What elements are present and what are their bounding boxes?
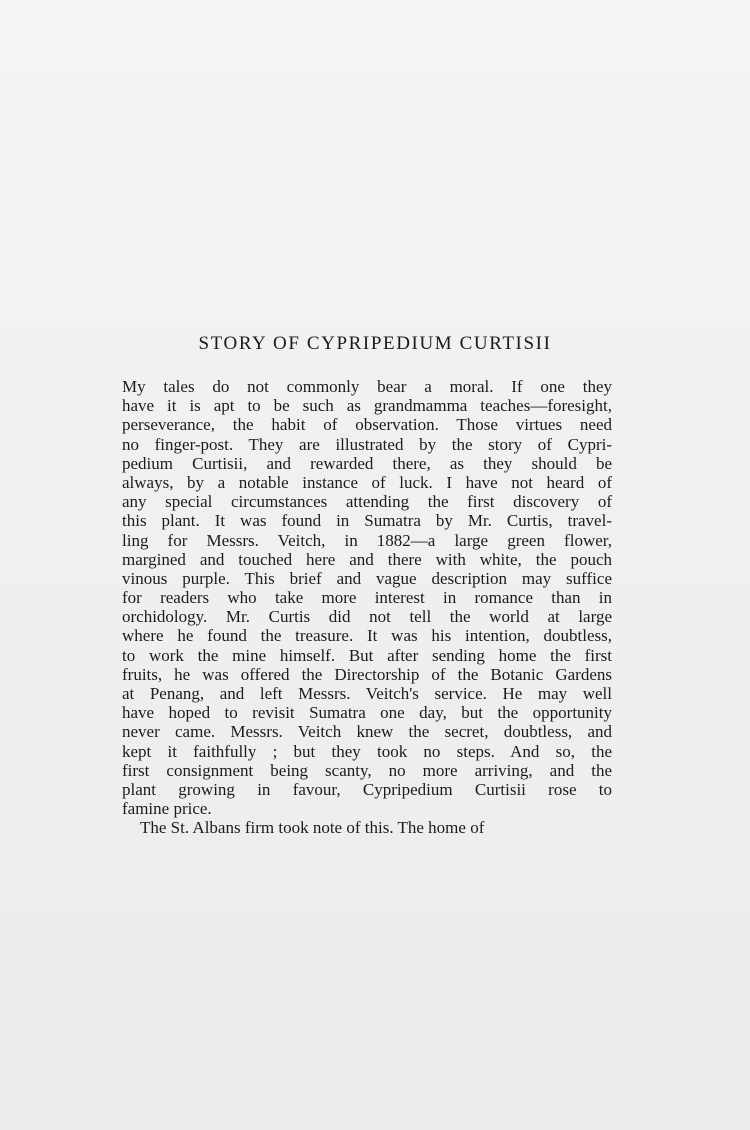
text-line: famine price. (122, 799, 212, 819)
text-line: to work the mine himself. But after sending home the first (122, 645, 612, 665)
text-line: never came. Messrs. Veitch knew the secret, doubtless, and (122, 722, 612, 742)
text-line: have hoped to revisit Sumatra one day, but the opportunity (122, 703, 612, 723)
text-line: margined and touched here and there with white, the pouch (122, 549, 612, 569)
text-line: perseverance, the habit of observation. Those virtues need (122, 415, 612, 435)
text-line: fruits, he was offered the Directorship of the Botanic Gardens (122, 664, 612, 684)
text-line: vinous purple. This brief and vague description may suffice (122, 568, 612, 588)
text-line: kept it faithfully ; but they took no steps. And so, the (122, 741, 612, 761)
text-line: pedium Curtisii, and rewarded there, as they should be (122, 453, 612, 473)
text-line: any special circumstances attending the first discovery of (122, 492, 612, 512)
text-line: for readers who take more interest in romance than in (122, 588, 612, 608)
text-line: first consignment being scanty, no more arriving, and the (122, 760, 612, 780)
text-line: where he found the treasure. It was his intention, doubtless, (122, 626, 612, 646)
text-line: have it is apt to be such as grandmamma teaches—foresight, (122, 396, 612, 416)
text-line: ling for Messrs. Veitch, in 1882—a large green flower, (122, 530, 612, 550)
text-line: orchidology. Mr. Curtis did not tell the world at large (122, 607, 612, 627)
text-line: plant growing in favour, Cypripedium Curtisii rose to (122, 779, 612, 799)
text-line: always, by a notable instance of luck. I have not heard of (122, 472, 612, 492)
body-text (122, 377, 612, 838)
text-line: at Penang, and left Messrs. Veitch's service. He may well (122, 684, 612, 703)
text-line: this plant. It was found in Sumatra by Mr. Curtis, travel- (122, 511, 612, 531)
text-line: My tales do not commonly bear a moral. If one they (122, 377, 612, 396)
text-line: no finger-post. They are illustrated by the story of Cypri- (122, 434, 612, 454)
text-line: The St. Albans firm took note of this. The home of (140, 818, 485, 838)
chapter-title: STORY OF CYPRIPEDIUM CURTISII (198, 333, 552, 354)
